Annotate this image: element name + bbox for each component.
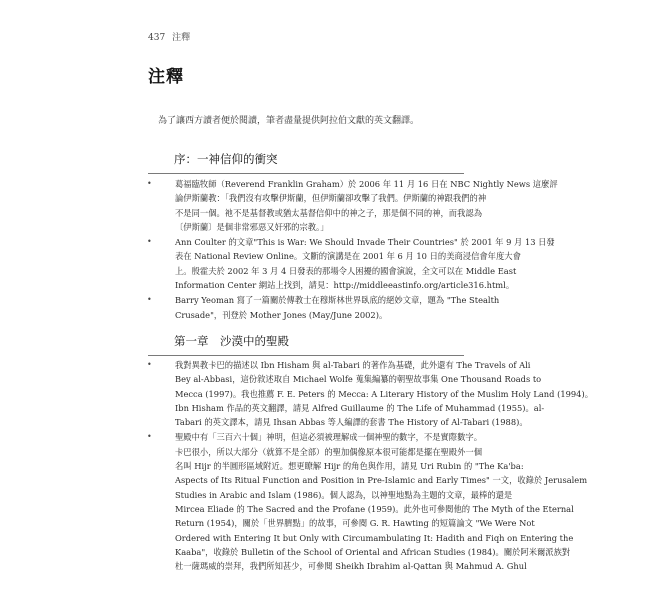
page-title: 注釋 (148, 67, 184, 87)
note-line: 卡巴很小，所以大部分（就算不是全部）的聖加偶像原本很可能都是擺在聖殿外一個 (175, 446, 482, 457)
bullet-icon: • (147, 237, 152, 247)
notes-list-preface (147, 177, 558, 323)
note-line: 表在 National Review Online。文斷的演講是在 2001 年 6 月 10 日的美商浸信會年度大會 (175, 251, 521, 262)
running-header (148, 30, 190, 43)
note-line: Crusade"，刊登於 Mother Jones (May/June 2002)。 (175, 309, 388, 320)
section-divider (148, 173, 464, 174)
note-line: Ann Coulter 的文章"This is War: We Should Invade Their Countries" 於 2001 年 9 月 13 日發 (175, 237, 555, 248)
note-entry (147, 235, 555, 292)
note-line: Studies in Arabic and Islam (1986)。個人認為，以神聖地點為主題的文章，最棒的還是 (175, 489, 513, 500)
running-title: 注釋 (172, 33, 191, 43)
note-line: 杜一薩瑪威的崇拜，我們所知甚少，可參閱 Sheikh Ibrahim al-Qattan 與 Mahmud A. Ghul (175, 561, 527, 572)
intro-paragraph: 為了讓西方讀者便於閱讀，筆者盡量提供阿拉伯文獻的英文翻譯。 (158, 116, 420, 126)
section-heading-text: 序：一神信仰的衝突 (174, 152, 278, 166)
section-divider (148, 355, 464, 356)
note-line: Ibn Hisham 作品的英文翻譯，請見 Alfred Guillaume 的 The Life of Muhammad (1955)。al- (175, 402, 545, 413)
note-entry (147, 293, 500, 322)
bullet-icon: • (147, 432, 152, 442)
note-line: Bey al-Abbasi，這份敘述取自 Michael Wolfe 蒐集編纂的朝聖故事集 One Thousand Roads to (175, 374, 542, 385)
note-line: Mecca (1997)。我也推薦 F. E. Peters 的 Mecca: A Literary History of the Muslim Holy Land (1994)。 (175, 388, 593, 399)
note-line: Barry Yeoman 寫了一篇關於傳教士在穆斯林世界臥底的絕妙文章，題為 "The Stealth (175, 295, 500, 306)
note-line: 我對異教卡巴的描述以 Ibn Hisham 與 al-Tabari 的著作為基礎，此外還有 The Travels of Ali (175, 360, 531, 370)
note-line: 葛福臨牧師（Reverend Franklin Graham）於 2006 年 11 月 16 日在 NBC Nightly News 這麼評 (175, 179, 558, 189)
note-line: Return (1954)，關於「世界臍點」的故事，可參閱 G. R. Hawting 的短篇論文 "We Were Not (175, 518, 535, 529)
note-line: 名叫 Hijr 的半圓形區域附近。想更瞭解 Hijr 的角色與作用，請見 Uri Rubin 的 "The Ka'ba: (175, 461, 524, 472)
page-number: 437 (148, 33, 166, 43)
section-heading-preface (148, 151, 464, 174)
section-heading-chapter-1 (148, 333, 464, 356)
note-line: Ordered with Entering It but Only with Circumambulating It: Hadith and Fiqh on Entering the (175, 532, 574, 543)
note-line: Information Center 網站上找到，請見：http://middleeastinfo.org/article316.html。 (175, 280, 515, 291)
note-line: Tabari 的英文譯本，請見 Ihsan Abbas 等人編譯的套書 The History of Al-Tabari (1988)。 (175, 417, 528, 428)
bullet-icon: • (147, 179, 152, 188)
note-line: 論伊斯蘭教：「我們沒有攻擊伊斯蘭，但伊斯蘭卻攻擊了我們。伊斯蘭的神跟我們的神 (175, 193, 487, 204)
note-line: 〔伊斯蘭〕是個非常邪惡又奸邪的宗教。」 (175, 221, 329, 232)
note-entry (147, 177, 558, 234)
section-heading-text: 第一章 沙漠中的聖殿 (174, 334, 289, 348)
note-line: Kaaba"，收錄於 Bulletin of the School of Oriental and African Studies (1984)。關於阿米爾派族對 (175, 546, 571, 557)
note-entry (147, 430, 588, 573)
note-line: 不是同一個。祂不是基督教或猶太基督信仰中的神之子，那是個不同的神，而我認為 (175, 207, 482, 218)
note-line: 上。殷霍夫於 2002 年 3 月 4 日發表的那場令人困擾的國會演說，全文可以在 Middle East (175, 265, 517, 276)
notes-list-chapter-1 (147, 358, 593, 574)
note-line: 聖殿中有「三百六十個」神明，但這必須被理解成一個神聖的數字，不是實際數字。 (175, 432, 482, 443)
bullet-icon: • (147, 360, 152, 369)
bullet-icon: • (147, 295, 152, 305)
note-line: Mircea Eliade 的 The Sacred and the Profane (1959)。此外也可參閱他的 The Myth of the Eternal (175, 503, 574, 514)
note-line: Aspects of Its Ritual Function and Position in Pre-Islamic and Early Times" 一文，收錄於 Jerusalem (175, 475, 588, 486)
note-entry (147, 358, 593, 429)
